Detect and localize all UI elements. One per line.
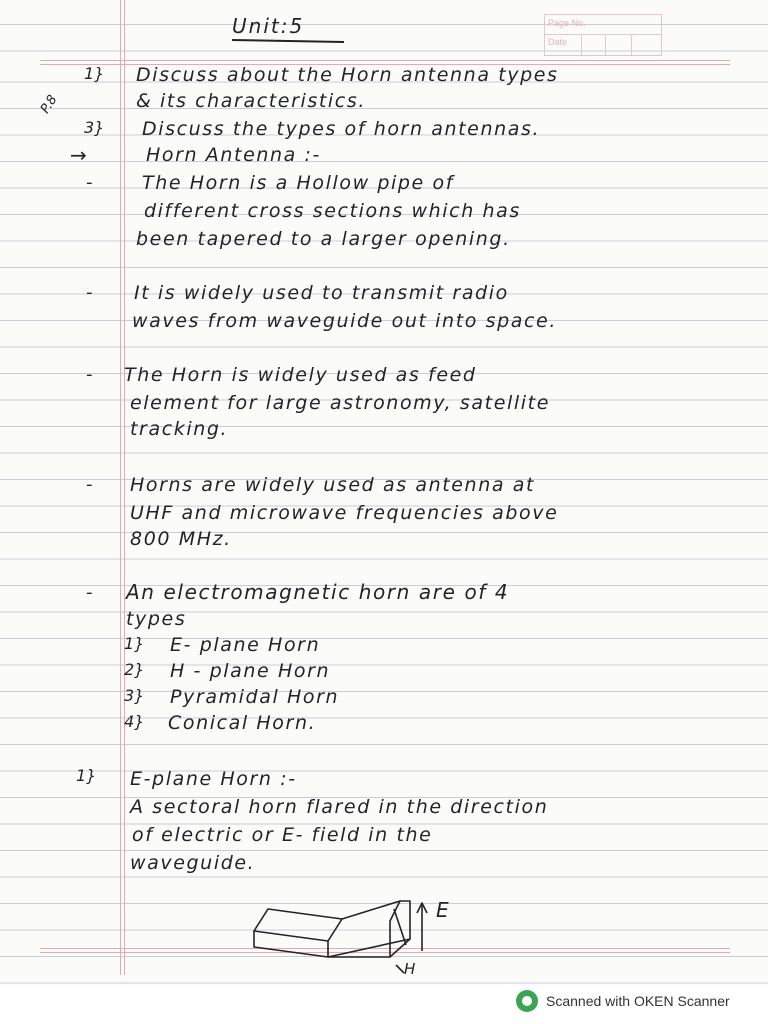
bullet-dash: - (86, 282, 95, 303)
paragraph-line: A sectoral horn flared in the direction (130, 796, 549, 818)
paragraph-line: different cross sections which has (144, 200, 521, 222)
list-item: Pyramidal Horn (170, 686, 340, 708)
page-date-box (544, 14, 662, 56)
paragraph-line: The Horn is widely used as feed (124, 364, 477, 386)
question-text: Discuss about the Horn antenna types (136, 64, 559, 86)
paragraph-line: element for large astronomy, satellite (130, 392, 550, 414)
list-number: 3} (124, 686, 145, 705)
margin-line (120, 0, 121, 975)
section-heading: E-plane Horn :- (130, 768, 297, 790)
paragraph-line: The Horn is a Hollow pipe of (142, 172, 454, 194)
margin-line (124, 0, 125, 975)
list-item: H - plane Horn (170, 660, 331, 682)
arrow-marker: → (70, 143, 89, 167)
e-field-label: E (436, 898, 451, 922)
paragraph-line: of electric or E- field in the (132, 824, 433, 846)
section-number: 1} (76, 766, 97, 785)
paragraph-line: been tapered to a larger opening. (136, 228, 511, 250)
paragraph-line: It is widely used to transmit radio (134, 282, 509, 304)
list-number: 4} (124, 712, 145, 731)
paragraph-line: waves from waveguide out into space. (132, 310, 557, 332)
waveguide-side (254, 931, 328, 957)
scanner-text: Scanned with OKEN Scanner (546, 993, 730, 1009)
horn-flare (328, 901, 410, 957)
question-text: & its characteristics. (136, 90, 366, 112)
waveguide-top (254, 909, 342, 941)
margin-note: P.8 (37, 92, 61, 117)
list-number: 2} (124, 660, 145, 679)
paragraph-line: 800 MHz. (130, 528, 232, 550)
paragraph-line: types (126, 608, 187, 630)
list-item: E- plane Horn (170, 634, 321, 656)
unit-title: Unit:5 (232, 14, 305, 38)
question-number: 3} (84, 118, 105, 137)
h-field-arrow (396, 965, 404, 973)
oken-logo-icon (516, 990, 538, 1012)
eplane-horn-diagram (250, 893, 450, 985)
section-heading: Horn Antenna :- (146, 144, 322, 166)
list-number: 1} (124, 634, 145, 653)
paragraph-line: Horns are widely used as antenna at (130, 474, 536, 496)
paragraph-line: An electromagnetic horn are of 4 (126, 580, 510, 604)
page-no-label: Page No. (548, 18, 586, 28)
scanner-watermark (516, 990, 730, 1012)
question-number: 1} (84, 64, 105, 83)
paragraph-line: waveguide. (130, 852, 256, 874)
bullet-dash: - (86, 364, 95, 385)
bullet-dash: - (86, 172, 95, 193)
question-text: Discuss the types of horn antennas. (142, 118, 541, 140)
date-label: Date (548, 37, 568, 47)
unit-title-underline (232, 39, 344, 43)
bullet-dash: - (86, 582, 95, 603)
bullet-dash: - (86, 474, 95, 495)
list-item: Conical Horn. (168, 712, 317, 734)
paragraph-line: UHF and microwave frequencies above (130, 502, 559, 524)
h-field-label: H (404, 960, 417, 978)
paragraph-line: tracking. (130, 418, 229, 440)
top-rule (40, 60, 730, 61)
